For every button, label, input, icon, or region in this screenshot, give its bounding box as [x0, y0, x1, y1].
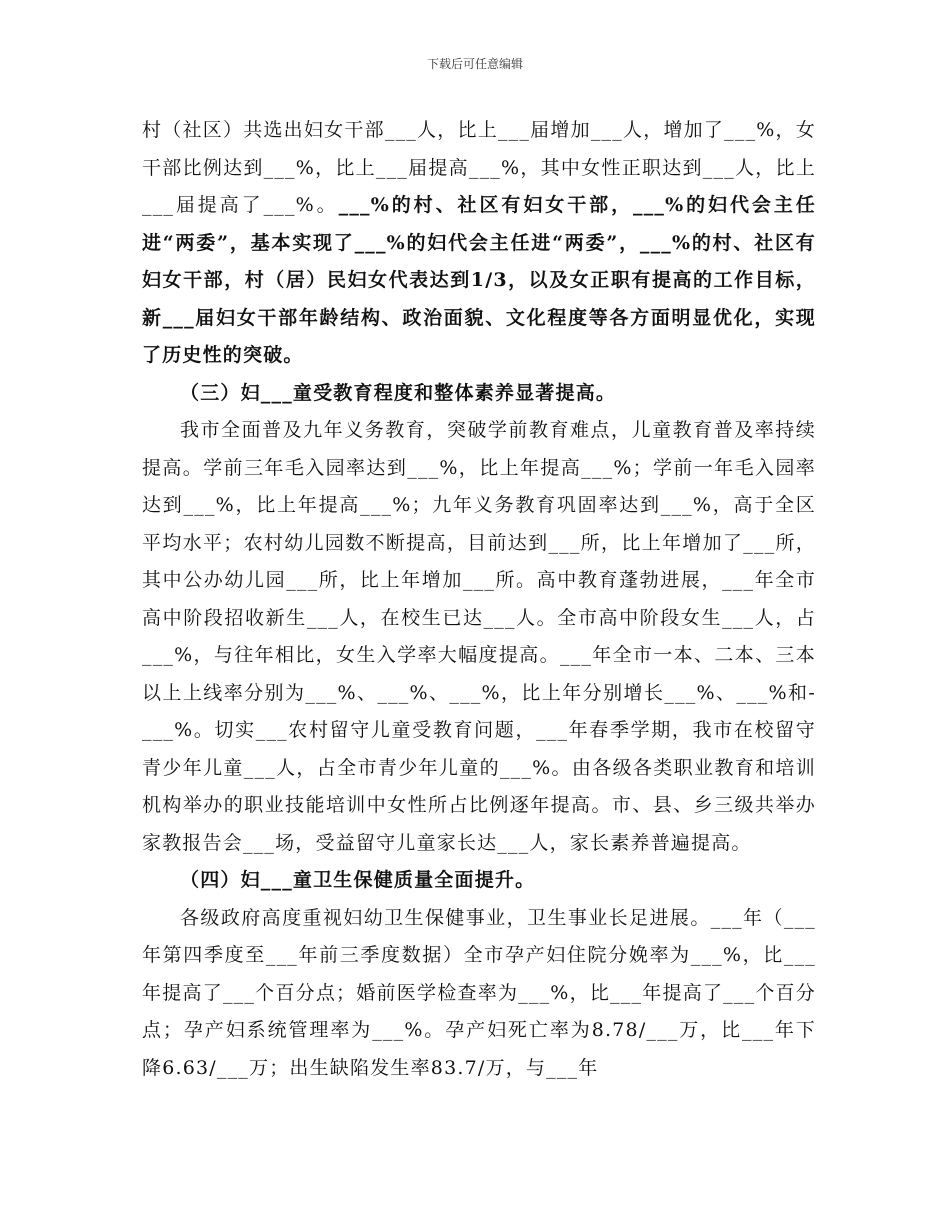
- paragraph-women-cadres: [142, 112, 816, 375]
- paragraph-text: 村（社区）共选出妇女干部___人，比上___届增加___人，增加了___%，女干部比例达到___%，比上___届提高___%，其中女性正职达到___人，比上___届提高了___%。: [142, 119, 816, 216]
- page-header: 下载后可任意编辑: [426, 57, 523, 71]
- paragraph-bold-text: ___%的村、社区有妇女干部，___%的妇代会主任进“两委”，基本实现了___%的妇代会主任进“两委”，___%的村、社区有妇女干部，村（居）民妇女代表达到1/3，以及女正职有提高的工作目标，新___届妇女干部年龄结构、政治面貌、文化程度等各方面明显优化，实现了历史性的突破。: [142, 194, 816, 366]
- paragraph-health: 各级政府高度重视妇幼卫生保健事业，卫生事业长足进展。___年（___年第四季度至___年前三季度数据）全市孕产妇住院分娩率为___%，比___年提高了___个百分点；婚前医学检查率为___%，比___年提高了___个百分点；孕产妇系统管理率为___%。孕产妇死亡率为8.78/___万，比___年下降6.63/___万；出生缺陷发生率83.7/万，与___年: [142, 906, 816, 1079]
- document-body: [142, 112, 816, 1087]
- paragraph-education: 我市全面普及九年义务教育，突破学前教育难点，儿童教育普及率持续提高。学前三年毛入园率达到___%，比上年提高___%；学前一年毛入园率达到___%，比上年提高___%；九年义务教育巩固率达到___%，高于全区平均水平；农村幼儿园数不断提高，目前达到___所，比上年增加了___所，其中公办幼儿园___所，比上年增加___所。高中教育蓬勃进展，___年全市高中阶段招收新生___人，在校生已达___人。全市高中阶段女生___人，占___%，与往年相比，女生入学率大幅度提高。___年全市一本、二本、三本以上上线率分别为___%、___%、___%，比上年分别增长___%、___%和-___%。切实___农村留守儿童受教育问题，___年春季学期，我市在校留守青少年儿童___人，占全市青少年儿童的___%。由各级各类职业教育和培训机构举办的职业技能培训中女性所占比例逐年提高。市、县、乡三级共举办家教报告会___场，受益留守儿童家长达___人，家长素养普遍提高。: [142, 419, 816, 854]
- section-heading-health: （四）妇___童卫生保健质量全面提升。: [180, 869, 536, 891]
- section-heading-education: （三）妇___童受教育程度和整体素养显著提高。: [180, 381, 617, 404]
